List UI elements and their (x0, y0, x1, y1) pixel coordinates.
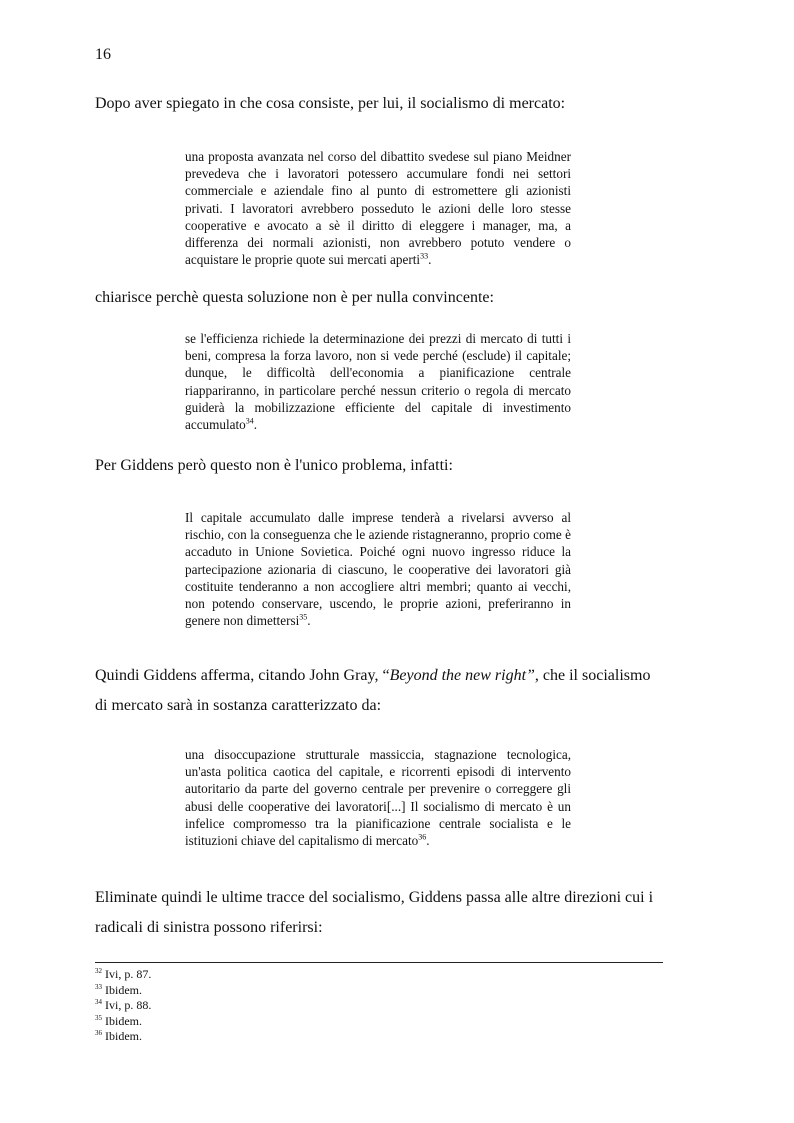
footnotes (95, 967, 151, 1045)
block-quote-3: Il capitale accumulato dalle imprese tenderà a rivelarsi avverso al rischio, con la conseguenza che le aziende ristagneranno, proprio come è accaduto in Unione Sovietica. Poiché ogni nuovo ingresso riduce la partecipazione azionaria di ciascuno, le cooperative dei lavoratori già costituite tenderanno a non accogliere altri membri; quanto ai vecchi, non potendo conservare, uscendo, le proprie azioni, preferiranno in genere non dimettersi$^{35}$. (185, 510, 571, 629)
paragraph-5: Eliminate quindi le ultime tracce del socialismo, Giddens passa alle altre direzioni cui i radicali di sinistra possono riferirsi: (95, 889, 654, 936)
book-title: Beyond the new right” (389, 667, 535, 684)
footnote-34: $^{34}$ Ivi, p. 88. (95, 998, 152, 1013)
footnote-35: $^{35}$ Ibidem. (95, 1013, 142, 1028)
paragraph-2: chiarisce perchè questa soluzione non è per nulla convincente: (95, 289, 494, 306)
footnote-32: $^{32}$ Ivi, p. 87. (95, 967, 152, 981)
footnote-ref-33: 33 (420, 251, 429, 261)
footnote-36: $^{36}$ Ibidem. (95, 1029, 142, 1044)
paragraph-intro: Dopo aver spiegato in che cosa consiste, per lui, il socialismo di mercato: (95, 95, 566, 112)
block-quote-4: una disoccupazione strutturale massiccia, stagnazione tecnologica, un'asta politica caotica del capitale, e ricorrenti episodi di intervento autoritario da parte del governo centrale per prevenire o correggere gli abusi delle cooperative dei lavoratori[...] Il socialismo di mercato è un infelice compromesso tra la pianificazione centrale socialista e le istituzioni chiave del capitalismo di mercato$^{36}$. (185, 747, 571, 849)
footnote-ref-34: 34 (245, 416, 254, 426)
footnote-ref-35: 35 (299, 612, 308, 622)
paragraph-3: Per Giddens però questo non è l'unico problema, infatti: (95, 457, 453, 474)
paragraph-4: Quindi Giddens afferma, citando John Gray, “Beyond the new right”, che il socialismo di mercato sarà in sostanza caratterizzato da: (95, 667, 651, 714)
footnote-separator (95, 962, 663, 963)
footnote-33: $^{33}$ Ibidem. (95, 982, 142, 997)
block-quote-1: una proposta avanzata nel corso del dibattito svedese sul piano Meidner prevedeva che i lavoratori potessero accumulare fondi nei settori commerciale e aziendale fino al punto di estromettere gli azionisti privati. I lavoratori avrebbero posseduto le azioni delle loro stesse cooperative e avocato a sè il diritto di eleggere i manager, ma, a differenza dei normali azionisti, non avrebbero potuto vendere o acquistare le proprie quote sui mercati aperti$^{33}$. (185, 149, 571, 268)
footnote-ref-36: 36 (418, 832, 427, 842)
page-number: 16 (95, 46, 111, 63)
block-quote-2: se l'efficienza richiede la determinazione dei prezzi di mercato di tutti i beni, compresa la forza lavoro, non si vede perché (esclude) il capitale; dunque, le difficoltà dell'economia a pianificazione centrale riappariranno, in particolare perché nessun criterio o regola di mercato guiderà la mobilizzazione efficiente del capitale di investimento accumulato$^{34}$. (185, 331, 571, 433)
